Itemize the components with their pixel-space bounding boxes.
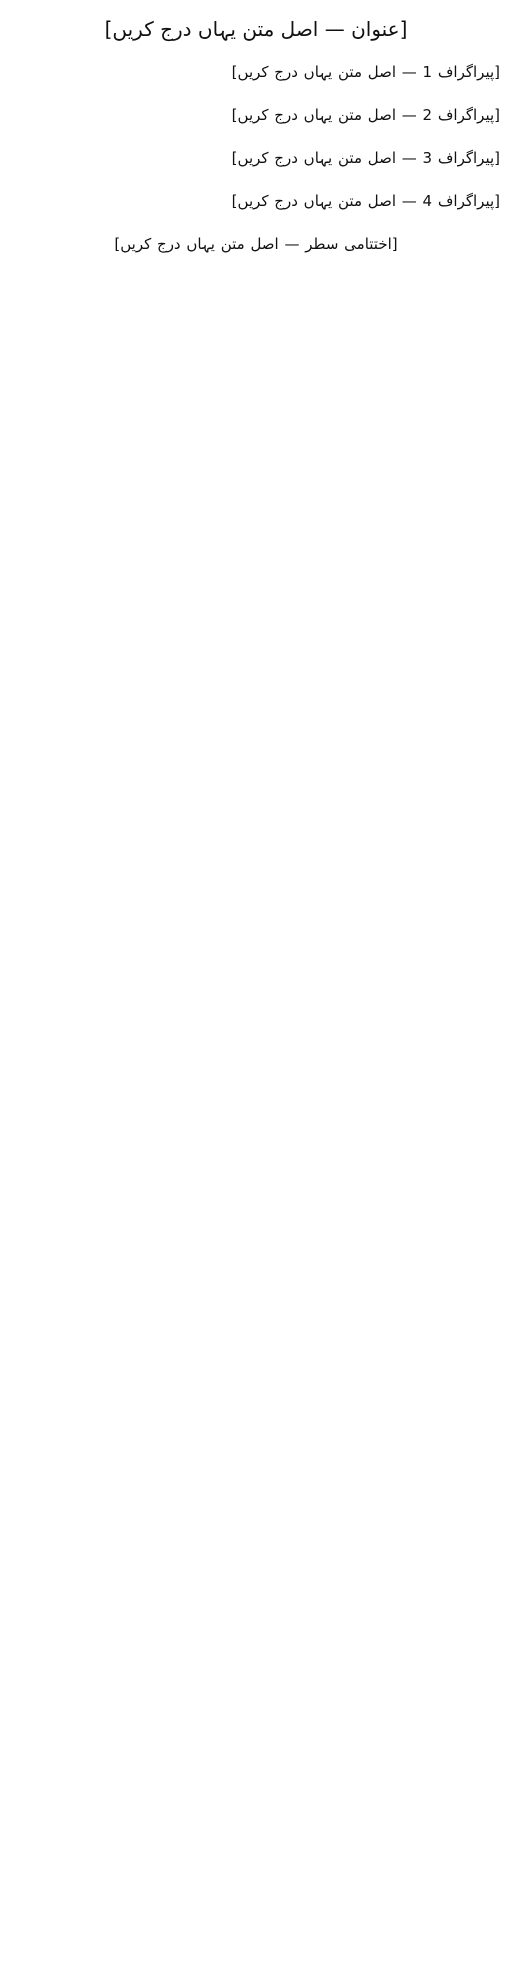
article-paragraph-3: [پیراگراف 3 — اصل متن یہاں درج کریں]: [231, 149, 500, 167]
article-paragraph-2: [پیراگراف 2 — اصل متن یہاں درج کریں]: [231, 106, 500, 124]
article-title: [عنوان — اصل متن یہاں درج کریں]: [104, 17, 408, 41]
article-paragraph-1: [پیراگراف 1 — اصل متن یہاں درج کریں]: [231, 63, 500, 81]
article-paragraph-4: [پیراگراف 4 — اصل متن یہاں درج کریں]: [231, 192, 500, 210]
article-closing-line: [اختتامی سطر — اصل متن یہاں درج کریں]: [114, 235, 398, 253]
